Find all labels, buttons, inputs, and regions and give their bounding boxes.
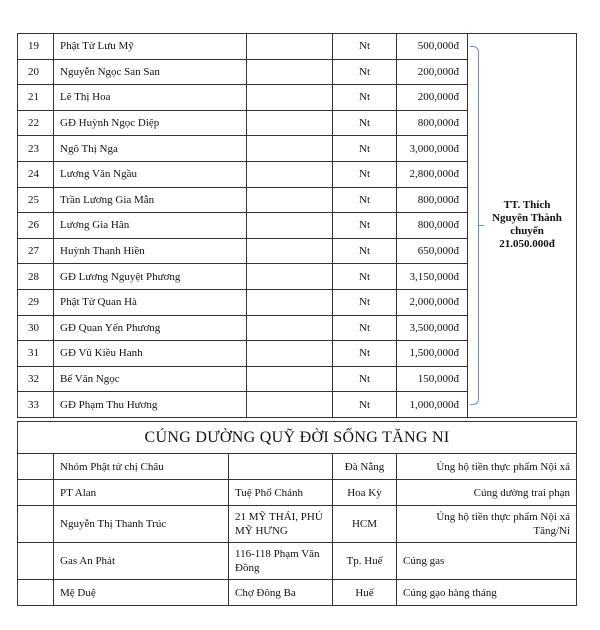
donation-no: 19 (18, 34, 54, 60)
donor-extra (247, 392, 333, 418)
donor-name: GĐ Phạm Thu Hương (54, 392, 247, 418)
donor-name: Ngô Thị Nga (54, 136, 247, 162)
donor-extra (247, 213, 333, 239)
transfer-note-line: TT. Thích (503, 199, 551, 212)
donation-no: 21 (18, 85, 54, 111)
donation-no: 31 (18, 341, 54, 367)
supporter-city: Huế (333, 580, 397, 606)
donation-table-body (18, 34, 577, 418)
donation-no: 24 (18, 161, 54, 187)
donation-amount: 1,500,000đ (397, 341, 468, 367)
support-row (18, 480, 577, 506)
transfer-note-line: Nguyên Thành (492, 212, 562, 225)
donation-unit: Nt (333, 34, 397, 60)
donation-unit: Nt (333, 392, 397, 418)
supporter-name: Gas An Phát (54, 543, 229, 580)
support-row (18, 580, 577, 606)
support-content: Cúng gạo hàng tháng (397, 580, 577, 606)
donor-extra (247, 238, 333, 264)
donation-no: 22 (18, 110, 54, 136)
donation-no: 27 (18, 238, 54, 264)
supporter-city: Hoa Kỳ (333, 480, 397, 506)
support-blank (18, 580, 54, 606)
donation-no: 23 (18, 136, 54, 162)
donor-extra (247, 110, 333, 136)
donation-no: 29 (18, 289, 54, 315)
donor-name: GĐ Huỳnh Ngọc Diệp (54, 110, 247, 136)
donor-name: Huỳnh Thanh Hiền (54, 238, 247, 264)
transfer-note-cell (468, 34, 577, 418)
donation-unit: Nt (333, 85, 397, 111)
donor-name: Phật Tử Lưu Mỹ (54, 34, 247, 60)
donor-name: Lương Gia Hân (54, 213, 247, 239)
support-blank (18, 543, 54, 580)
support-content: Cúng gas (397, 543, 577, 580)
donation-unit: Nt (333, 315, 397, 341)
donation-amount: 200,000đ (397, 59, 468, 85)
donation-no: 28 (18, 264, 54, 290)
donation-amount: 650,000đ (397, 238, 468, 264)
support-table (17, 421, 577, 606)
donation-no: 26 (18, 213, 54, 239)
donation-unit: Nt (333, 366, 397, 392)
support-row (18, 506, 577, 543)
supporter-city: HCM (333, 506, 397, 543)
donation-no: 32 (18, 366, 54, 392)
donation-unit: Nt (333, 187, 397, 213)
donation-amount: 3,150,000đ (397, 264, 468, 290)
supporter-address: 21 MỸ THÁI, PHÚ MỸ HƯNG (229, 506, 333, 543)
support-blank (18, 506, 54, 543)
donation-amount: 2,000,000đ (397, 289, 468, 315)
donation-amount: 1,000,000đ (397, 392, 468, 418)
donor-extra (247, 85, 333, 111)
supporter-name: Nguyễn Thị Thanh Trúc (54, 506, 229, 543)
donor-extra (247, 161, 333, 187)
donor-extra (247, 315, 333, 341)
support-blank (18, 454, 54, 480)
donor-name: Phật Tử Quan Hà (54, 289, 247, 315)
donation-unit: Nt (333, 238, 397, 264)
support-content: Cúng dường trai phạn (397, 480, 577, 506)
donation-amount: 200,000đ (397, 85, 468, 111)
donation-table (17, 33, 577, 418)
supporter-name: Nhóm Phật tử chị Châu (54, 454, 229, 480)
support-blank (18, 480, 54, 506)
transfer-note-line: 21.050.000đ (499, 238, 555, 251)
donation-unit: Nt (333, 110, 397, 136)
supporter-address (229, 454, 333, 480)
donor-name: Nguyễn Ngọc San San (54, 59, 247, 85)
donor-name: GĐ Lương Nguyệt Phương (54, 264, 247, 290)
donor-name: GĐ Quan Yến Phương (54, 315, 247, 341)
supporter-city: Tp. Huế (333, 543, 397, 580)
section-title: CÚNG DƯỜNG QUỸ ĐỜI SỐNG TĂNG NI (18, 422, 577, 454)
supporter-address: 116-118 Phạm Văn Đồng (229, 543, 333, 580)
donation-amount: 800,000đ (397, 213, 468, 239)
supporter-address: Tuệ Phổ Chánh (229, 480, 333, 506)
support-content: Ủng hộ tiền thực phẩm Nội xá Tăng/Ni (397, 506, 577, 543)
transfer-note (492, 199, 562, 251)
donation-unit: Nt (333, 136, 397, 162)
donor-extra (247, 187, 333, 213)
donor-extra (247, 136, 333, 162)
donor-extra (247, 289, 333, 315)
donation-amount: 500,000đ (397, 34, 468, 60)
supporter-name: Mệ Duệ (54, 580, 229, 606)
supporter-city: Đà Nẵng (333, 454, 397, 480)
donation-amount: 3,500,000đ (397, 315, 468, 341)
donor-name: Lê Thị Hoa (54, 85, 247, 111)
donation-amount: 3,000,000đ (397, 136, 468, 162)
support-row (18, 454, 577, 480)
donation-no: 20 (18, 59, 54, 85)
donation-no: 25 (18, 187, 54, 213)
supporter-name: PT Alan (54, 480, 229, 506)
donor-extra (247, 264, 333, 290)
donor-extra (247, 59, 333, 85)
donation-amount: 800,000đ (397, 110, 468, 136)
donor-name: Trần Lương Gia Mẫn (54, 187, 247, 213)
brace-shape (470, 46, 479, 405)
donor-name: GĐ Vũ Kiều Hanh (54, 341, 247, 367)
donation-unit: Nt (333, 213, 397, 239)
donation-unit: Nt (333, 161, 397, 187)
donation-row (18, 34, 577, 60)
donation-no: 33 (18, 392, 54, 418)
support-content: Ủng hộ tiền thực phẩm Nội xá (397, 454, 577, 480)
donor-extra (247, 34, 333, 60)
donor-name: Lương Văn Ngầu (54, 161, 247, 187)
donation-amount: 2,800,000đ (397, 161, 468, 187)
donation-amount: 150,000đ (397, 366, 468, 392)
donor-extra (247, 341, 333, 367)
support-row (18, 543, 577, 580)
donation-unit: Nt (333, 341, 397, 367)
support-table-body (18, 422, 577, 606)
donation-unit: Nt (333, 264, 397, 290)
donation-unit: Nt (333, 289, 397, 315)
supporter-address: Chợ Đông Ba (229, 580, 333, 606)
donation-unit: Nt (333, 59, 397, 85)
donor-extra (247, 366, 333, 392)
donation-no: 30 (18, 315, 54, 341)
transfer-note-line: chuyển (510, 225, 544, 238)
section-title-row (18, 422, 577, 454)
donation-amount: 800,000đ (397, 187, 468, 213)
donor-name: Bế Văn Ngọc (54, 366, 247, 392)
